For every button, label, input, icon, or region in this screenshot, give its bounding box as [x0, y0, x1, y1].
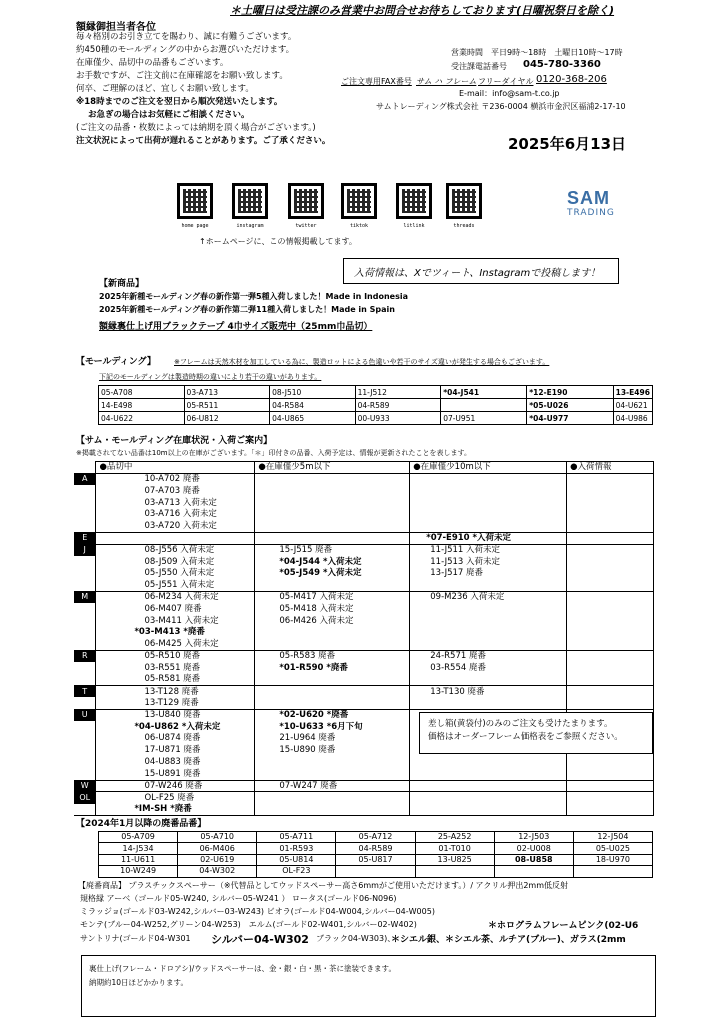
section-letter: [74, 497, 96, 509]
stock-cell: 15-U890 廃番: [255, 745, 410, 757]
qr-label: threads: [453, 223, 475, 229]
section-letter: [74, 520, 96, 532]
section-letter: OL: [74, 792, 96, 804]
stock-cell: [410, 804, 567, 816]
section-letter: J: [74, 544, 96, 556]
section-letter: U: [74, 709, 96, 721]
stock-cell: [255, 485, 410, 497]
discontinued-cell: 02-U619: [178, 854, 257, 865]
stock-cell: 15-J515 廃番: [255, 544, 410, 556]
section-letter: [74, 697, 96, 709]
stock-cell: 08-J509 入荷未定: [96, 556, 255, 568]
saturday-banner: ＊土曜日は受注課のみ営業中お問合せお待ちしております(日曜祝祭日を除く): [230, 4, 615, 17]
greeting-line: 毎々格別のお引き立てを賜わり、誠に有難うございます。: [76, 32, 297, 42]
stock-cell: 15-U891 廃番: [96, 768, 255, 780]
logo-main: SAM: [567, 188, 610, 208]
stock-cell: [410, 509, 567, 521]
discontinued-cell: 05-A712: [336, 832, 415, 843]
discontinued-cell: 08-U858: [494, 854, 573, 865]
discontinued-cell: 05-U817: [336, 854, 415, 865]
discontinued-cell: 11-U611: [99, 854, 178, 865]
discontinued-cell: 25-A252: [415, 832, 494, 843]
discontinued-cell: 02-U008: [494, 843, 573, 854]
stock-cell: *05-J549 *入荷未定: [255, 568, 410, 580]
molding-cell: 04-U865: [270, 412, 356, 425]
stock-cell: [255, 804, 410, 816]
molding-cell: 04-U621: [613, 399, 652, 412]
phone-number: 045-780-3360: [523, 59, 601, 70]
qr-instagram-icon[interactable]: [232, 183, 268, 219]
section-letter: W: [74, 780, 96, 792]
molding-cell: 04-R589: [355, 399, 441, 412]
stock-cell: [567, 532, 654, 544]
spacer-line-5c: ブラック04-W303)、: [316, 934, 396, 943]
molding-title: 【モールディング】: [76, 357, 156, 367]
stock-cell: *07-E910 *入荷未定: [410, 532, 567, 544]
stock-cell: [255, 473, 410, 485]
stock-header: ●入荷情報: [567, 462, 654, 474]
stock-cell: [410, 520, 567, 532]
stock-cell: 05-R581 廃番: [96, 674, 255, 686]
stock-cell: 03-A716 入荷未定: [96, 509, 255, 521]
stock-cell: [410, 638, 567, 650]
stock-cell: [567, 556, 654, 568]
company-address: サムトレーディング株式会社 〒236-0004 横浜市金沢区福浦2-17-10: [376, 102, 626, 111]
discontinued-title: 【2024年1月以降の廃番品番】: [76, 819, 207, 829]
discontinued-cell: 04-W302: [178, 866, 257, 877]
stock-cell: 03-M411 入荷未定: [96, 615, 255, 627]
stock-cell: [567, 485, 654, 497]
molding-cell: *04-J541: [441, 386, 527, 399]
qr-label: twitter: [295, 223, 317, 229]
stock-cell: 13-T128 廃番: [96, 686, 255, 698]
molding-cell: 14-E498: [99, 399, 185, 412]
stock-cell: [567, 497, 654, 509]
discontinued-cell: [336, 866, 415, 877]
stock-cell: [567, 579, 654, 591]
stock-cell: 13-J517 廃番: [410, 568, 567, 580]
greeting-title: 額縁御担当者各位: [76, 22, 156, 33]
molding-cell: 00-U933: [355, 412, 441, 425]
section-letter: [74, 804, 96, 816]
finishing-note-box: [81, 955, 656, 1017]
stock-cell: 05-J550 入荷未定: [96, 568, 255, 580]
section-letter: [74, 768, 96, 780]
stock-cell: [255, 686, 410, 698]
molding-cell: *04-U977: [527, 412, 613, 425]
section-letter: [74, 603, 96, 615]
stock-cell: 06-M234 入荷未定: [96, 591, 255, 603]
shipping-note: ※18時までのご注文を翌日から順次発送いたします。: [76, 97, 283, 107]
stock-cell: 03-A720 入荷未定: [96, 520, 255, 532]
molding-note: ※フレームは天然木材を加工している為に、製造ロットによる色違いや若干のサイズ違いが発生する場合もございます。: [174, 358, 550, 366]
stock-cell: 05-J551 入荷未定: [96, 579, 255, 591]
qr-label: litlink: [403, 223, 425, 229]
stock-header: ●品切中: [96, 462, 255, 474]
logo-sub: TRADING: [567, 208, 615, 218]
stock-cell: [410, 473, 567, 485]
stock-cell: [567, 686, 654, 698]
finishing-note: 裏仕上げ(フレーム・ドロアシ)/ウッドスペーサーは、金・銀・白・黒・茶に塗装できます。: [89, 964, 396, 973]
stock-cell: 10-A702 廃番: [96, 473, 255, 485]
section-letter: T: [74, 686, 96, 698]
stock-cell: [410, 756, 567, 768]
stock-cell: [255, 627, 410, 639]
stock-status-table: [74, 461, 654, 816]
discontinued-cell: 05-A711: [257, 832, 336, 843]
note-line: 差し箱(黄袋付)のみのご注文も受けたまります。: [428, 719, 613, 729]
stock-header: ●在庫僅少5m以下: [255, 462, 410, 474]
spacer-line-2: 規格縁 アーベ（ゴールド05-W240, シルバー05-W241 ） ロータス(ゴールド06-N096): [80, 894, 397, 903]
delay-note: 注文状況によって出荷が遅れることがあります。ご了承ください。: [76, 136, 331, 146]
discontinued-cell: 12-J503: [494, 832, 573, 843]
stock-cell: [567, 792, 654, 804]
discontinued-cell: OL-F23: [257, 866, 336, 877]
stock-cell: [410, 615, 567, 627]
stock-cell: *IM-SH *廃番: [96, 804, 255, 816]
stock-cell: 06-M426 入荷未定: [255, 615, 410, 627]
fax-label: ご注文専用FAX番号: [341, 77, 412, 86]
stock-cell: [567, 544, 654, 556]
section-letter: [74, 638, 96, 650]
black-tape-note: 額縁裏仕上げ用ブラックテープ 4巾サイズ販売中（25mm巾品切）: [99, 322, 373, 332]
discontinued-cell: [573, 866, 652, 877]
stock-cell: [255, 768, 410, 780]
stock-cell: 05-M418 入荷未定: [255, 603, 410, 615]
molding-cell: [441, 399, 527, 412]
section-letter: [74, 756, 96, 768]
stock-cell: 17-U871 廃番: [96, 745, 255, 757]
stock-cell: [255, 520, 410, 532]
section-letter: [74, 627, 96, 639]
stock-note: ※掲載されてない品番は10m以上の在庫がございます。「＊」印付きの品番、入荷予定は、情報が更新されたことを表します。: [76, 449, 471, 457]
section-letter: [74, 674, 96, 686]
sam-trading-logo: [567, 188, 629, 218]
discontinued-cell: [494, 866, 573, 877]
section-letter: [74, 509, 96, 521]
stock-cell: *04-J544 *入荷未定: [255, 556, 410, 568]
section-letter: E: [74, 532, 96, 544]
spacer-line-4b: ＊ホログラムフレームピンク(02-U6: [488, 921, 639, 931]
stock-cell: [567, 509, 654, 521]
stock-cell: *04-U862 *入荷未定: [96, 721, 255, 733]
stock-cell: [567, 615, 654, 627]
stock-cell: [410, 497, 567, 509]
discontinued-cell: 10-W249: [99, 866, 178, 877]
stock-cell: 03-R554 廃番: [410, 662, 567, 674]
stock-cell: [567, 780, 654, 792]
new-item-line: 2025年新種モールディング春の新作第一弾5種入荷しました！Made in Indonesia: [99, 292, 408, 301]
stock-cell: *02-U620 *廃番: [255, 709, 410, 721]
molding-cell: 05-R511: [184, 399, 270, 412]
stock-cell: [96, 532, 255, 544]
finishing-leadtime: 納期約10日ほどかかります。: [89, 978, 188, 987]
stock-cell: [255, 579, 410, 591]
section-letter: [74, 556, 96, 568]
note-line: 価格はオーダーフレーム価格表をご参照ください。: [428, 732, 623, 742]
qr-tiktok-icon[interactable]: [341, 183, 377, 219]
stock-cell: [410, 579, 567, 591]
stock-cell: [567, 520, 654, 532]
discontinued-cell: 14-J534: [99, 843, 178, 854]
discontinued-cell: 04-R589: [336, 843, 415, 854]
molding-cell: 08-J510: [270, 386, 356, 399]
stock-header: ●在庫僅少10m以下: [410, 462, 567, 474]
stock-cell: [255, 532, 410, 544]
qr-label: tiktok: [349, 223, 369, 229]
spacer-line-5d: ＊シエル銀、＊シエル茶、ルチア(ブルー)、ガラス(2mm: [391, 935, 626, 945]
stock-cell: [410, 627, 567, 639]
freedial-label: フリーダイヤル: [478, 77, 534, 86]
discontinued-cell: 05-U025: [573, 843, 652, 854]
section-letter: [74, 615, 96, 627]
stock-cell: [410, 768, 567, 780]
sashibako-note-box: [419, 712, 653, 754]
greeting-line: お手数ですが、ご注文前に在庫確認をお願い致します。: [76, 71, 288, 81]
stock-cell: [410, 697, 567, 709]
new-items-title: 【新商品】: [99, 279, 145, 289]
section-letter: [74, 579, 96, 591]
stock-cell: [567, 650, 654, 662]
spacer-line-5b: シルバー04-W302: [211, 933, 309, 946]
stock-cell: 07-W247 廃番: [255, 780, 410, 792]
stock-cell: [567, 674, 654, 686]
stock-cell: 05-R583 廃番: [255, 650, 410, 662]
section-letter: [74, 662, 96, 674]
stock-cell: [410, 792, 567, 804]
molding-cell: 11-J512: [355, 386, 441, 399]
spacer-line-1: 【廃番商品】 プラスチックスペーサー（※代替品としてウッドスペーサー高さ6mmがご使用いただけます。）/ アクリル押出2mm低反射: [78, 881, 568, 890]
spacer-line-3: ミラッジョ(ゴールド03-W242,シルバー03-W243) ビオラ(ゴールド04-W004,シルバー04-W005): [80, 907, 435, 916]
stock-cell: 07-A703 廃番: [96, 485, 255, 497]
fax-name: サム ハ フレーム: [416, 77, 477, 86]
qr-threads-icon[interactable]: [446, 183, 482, 219]
stock-cell: [410, 674, 567, 686]
stock-cell: OL-F25 廃番: [96, 792, 255, 804]
stock-cell: [255, 756, 410, 768]
document-date: 2025年6月13日: [508, 135, 627, 153]
stock-cell: 08-J556 入荷未定: [96, 544, 255, 556]
homepage-note: ↑ホームページに、この情報掲載してます。: [199, 237, 357, 246]
section-letter: [74, 485, 96, 497]
stock-cell: [567, 768, 654, 780]
stock-cell: 21-U964 廃番: [255, 733, 410, 745]
stock-cell: 05-R510 廃番: [96, 650, 255, 662]
stock-cell: 13-T130 廃番: [410, 686, 567, 698]
discontinued-cell: 13-U825: [415, 854, 494, 865]
section-letter: [74, 568, 96, 580]
stock-cell: [410, 603, 567, 615]
qr-litlink-icon[interactable]: [396, 183, 432, 219]
stock-cell: [255, 638, 410, 650]
stock-cell: 03-A713 入荷未定: [96, 497, 255, 509]
discontinued-cell: 05-A710: [178, 832, 257, 843]
molding-cell: 13-E496: [613, 386, 652, 399]
phone-label: 受注課電話番号: [451, 62, 507, 71]
molding-cell: *05-U026: [527, 399, 613, 412]
consult-note: お急ぎの場合はお気軽にご相談ください。: [88, 110, 250, 120]
stock-cell: [410, 485, 567, 497]
stock-cell: [410, 780, 567, 792]
spacer-line-5: サントリナ(ゴールド04-W301: [80, 934, 191, 943]
stock-cell: [567, 627, 654, 639]
qr-homepage-icon[interactable]: [177, 183, 213, 219]
stock-cell: [567, 568, 654, 580]
molding-note2: 下記のモールディングは製造時期の違いにより若干の違いがあります。: [99, 373, 322, 381]
discontinued-cell: 06-M406: [178, 843, 257, 854]
stock-cell: [567, 662, 654, 674]
section-letter: A: [74, 473, 96, 485]
stock-cell: [567, 804, 654, 816]
stock-cell: [567, 603, 654, 615]
new-item-line: 2025年新種モールディング春の新作第二弾11種入荷しました！Made in Spain: [99, 305, 395, 314]
discontinued-cell: 18-U970: [573, 854, 652, 865]
lead-time-note: (ご注文の品番・枚数によっては納期を頂く場合がございます。): [76, 123, 316, 133]
stock-cell: 13-U840 廃番: [96, 709, 255, 721]
section-letter: [74, 733, 96, 745]
stock-cell: 24-R571 廃番: [410, 650, 567, 662]
stock-cell: 13-T129 廃番: [96, 697, 255, 709]
business-hours: 営業時間 平日9時～18時 土曜日10時～17時: [451, 48, 623, 57]
qr-label: home page: [181, 223, 209, 229]
section-letter: [74, 721, 96, 733]
section-letter: [74, 745, 96, 757]
stock-cell: [255, 697, 410, 709]
discontinued-cell: 12-J504: [573, 832, 652, 843]
stock-cell: [255, 674, 410, 686]
discontinued-cell: [415, 866, 494, 877]
stock-cell: [255, 497, 410, 509]
stock-title: 【サム・モールディング在庫状況・入荷ご案内】: [76, 436, 273, 446]
stock-cell: *03-M413 *廃番: [96, 627, 255, 639]
greeting-line: 何卒、ご理解のほど、宜しくお願い致します。: [76, 84, 254, 94]
discontinued-cell: 01-T010: [415, 843, 494, 854]
stock-cell: *10-U633 *6月下旬: [255, 721, 410, 733]
stock-cell: [567, 756, 654, 768]
molding-cell: 04-U622: [99, 412, 185, 425]
molding-cell: 04-U986: [613, 412, 652, 425]
stock-cell: 11-J511 入荷未定: [410, 544, 567, 556]
spacer-line-4: モンテ(ブルー04-W252,グリーン04-W253) エルム(ゴールド02-W401,シルバー02-W402): [80, 920, 417, 929]
stock-cell: [255, 509, 410, 521]
section-letter: R: [74, 650, 96, 662]
email: E-mail：info@sam-t.co.jp: [459, 89, 560, 98]
greeting-line: 約450種のモールディングの中からお選びいただけます。: [76, 45, 295, 55]
sns-info-box: 入荷情報は、Xでツィート、Instagramで投稿します！: [343, 258, 619, 284]
discontinued-cell: 01-R593: [257, 843, 336, 854]
qr-twitter-icon[interactable]: [288, 183, 324, 219]
stock-cell: 09-M236 入荷未定: [410, 591, 567, 603]
molding-cell: *12-E190: [527, 386, 613, 399]
molding-cell: 04-R584: [270, 399, 356, 412]
stock-cell: [567, 697, 654, 709]
molding-cell: 03-A713: [184, 386, 270, 399]
stock-cell: [567, 638, 654, 650]
stock-cell: 03-R551 廃番: [96, 662, 255, 674]
molding-cell: 06-U812: [184, 412, 270, 425]
stock-cell: 07-W246 廃番: [96, 780, 255, 792]
discontinued-table: [98, 831, 653, 878]
discontinued-cell: 05-U814: [257, 854, 336, 865]
stock-cell: 06-M407 廃番: [96, 603, 255, 615]
stock-cell: [255, 792, 410, 804]
molding-variance-table: [98, 385, 653, 425]
stock-cell: 05-M417 入荷未定: [255, 591, 410, 603]
section-letter: M: [74, 591, 96, 603]
stock-cell: 11-J513 入荷未定: [410, 556, 567, 568]
greeting-line: 在庫僅少、品切中の品番もございます。: [76, 58, 229, 68]
stock-cell: [567, 591, 654, 603]
stock-cell: 06-U874 廃番: [96, 733, 255, 745]
molding-cell: 07-U951: [441, 412, 527, 425]
stock-cell: 06-M425 入荷未定: [96, 638, 255, 650]
stock-cell: [567, 473, 654, 485]
stock-cell: 04-U883 廃番: [96, 756, 255, 768]
discontinued-cell: 05-A709: [99, 832, 178, 843]
qr-label: instagram: [236, 223, 264, 229]
freedial-number: 0120-368-206: [536, 74, 607, 85]
molding-cell: 05-A708: [99, 386, 185, 399]
stock-cell: *01-R590 *廃番: [255, 662, 410, 674]
